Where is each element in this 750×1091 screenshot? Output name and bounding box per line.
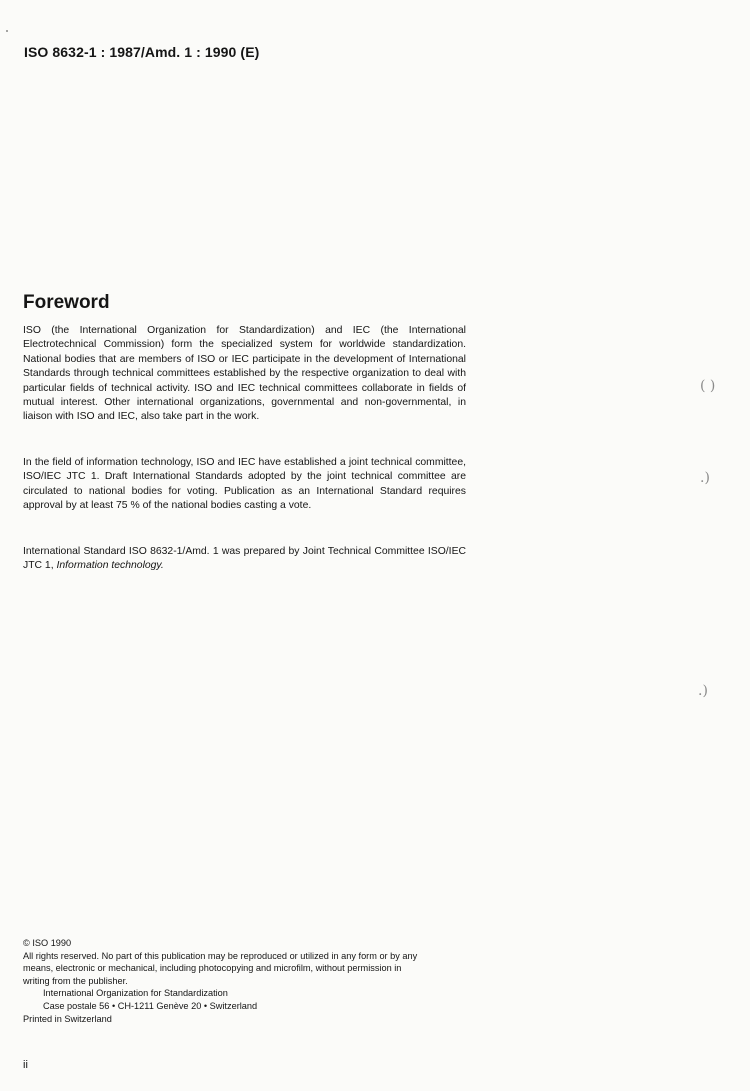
binding-hole-mark-1: ( )	[700, 378, 716, 394]
foreword-paragraph-3	[23, 545, 466, 574]
prepared-by-text: International Standard ISO 8632-1/Amd. 1 was prepared by Joint Technical Committee ISO/IEC JTC 1,	[23, 546, 466, 572]
document-reference: ISO 8632-1 : 1987/Amd. 1 : 1990 (E)	[24, 44, 260, 60]
committee-title: Information technology.	[56, 560, 164, 572]
rights-line-1: All rights reserved. No part of this publication may be reproduced or utilized in any form or by any	[23, 950, 418, 961]
scan-speck	[6, 30, 8, 32]
page-title: Foreword	[23, 292, 110, 313]
binding-hole-mark-2: .)	[700, 470, 710, 486]
binding-hole-mark-3: .)	[698, 683, 708, 699]
copyright-notice: © ISO 1990	[23, 938, 72, 948]
printed-in: Printed in Switzerland	[23, 1013, 112, 1024]
rights-line-2: means, electronic or mechanical, including photocopying and microfilm, without permission in	[23, 963, 402, 974]
foreword-paragraph-2: In the field of information technology, ISO and IEC have established a joint technical committee, ISO/IEC JTC 1. Draft International Standards adopted by the joint technical committee are circulated to national bodies for voting. Publication as an International Standard requires approval by at least 75 % of the national bodies casting a vote.	[23, 457, 466, 512]
page-number: ii	[23, 1059, 28, 1071]
organization-address: Case postale 56 • CH-1211 Genève 20 • Switzerland	[43, 1000, 258, 1011]
rights-line-3: writing from the publisher.	[23, 975, 128, 986]
foreword-paragraph-1: ISO (the International Organization for Standardization) and IEC (the International Electrotechnical Commission) form the specialized system for worldwide standardization. National bodies that are members of ISO or IEC participate in the development of International Standards through technical committees established by the respective organization to deal with particular fields of technical activity. ISO and IEC technical committees collaborate in fields of mutual interest. Other international organizations, governmental and non-governmental, in liaison with ISO and IEC, also take part in the work.	[23, 325, 466, 423]
organization-name: International Organization for Standardization	[43, 988, 228, 999]
copyright-block	[23, 937, 473, 1025]
